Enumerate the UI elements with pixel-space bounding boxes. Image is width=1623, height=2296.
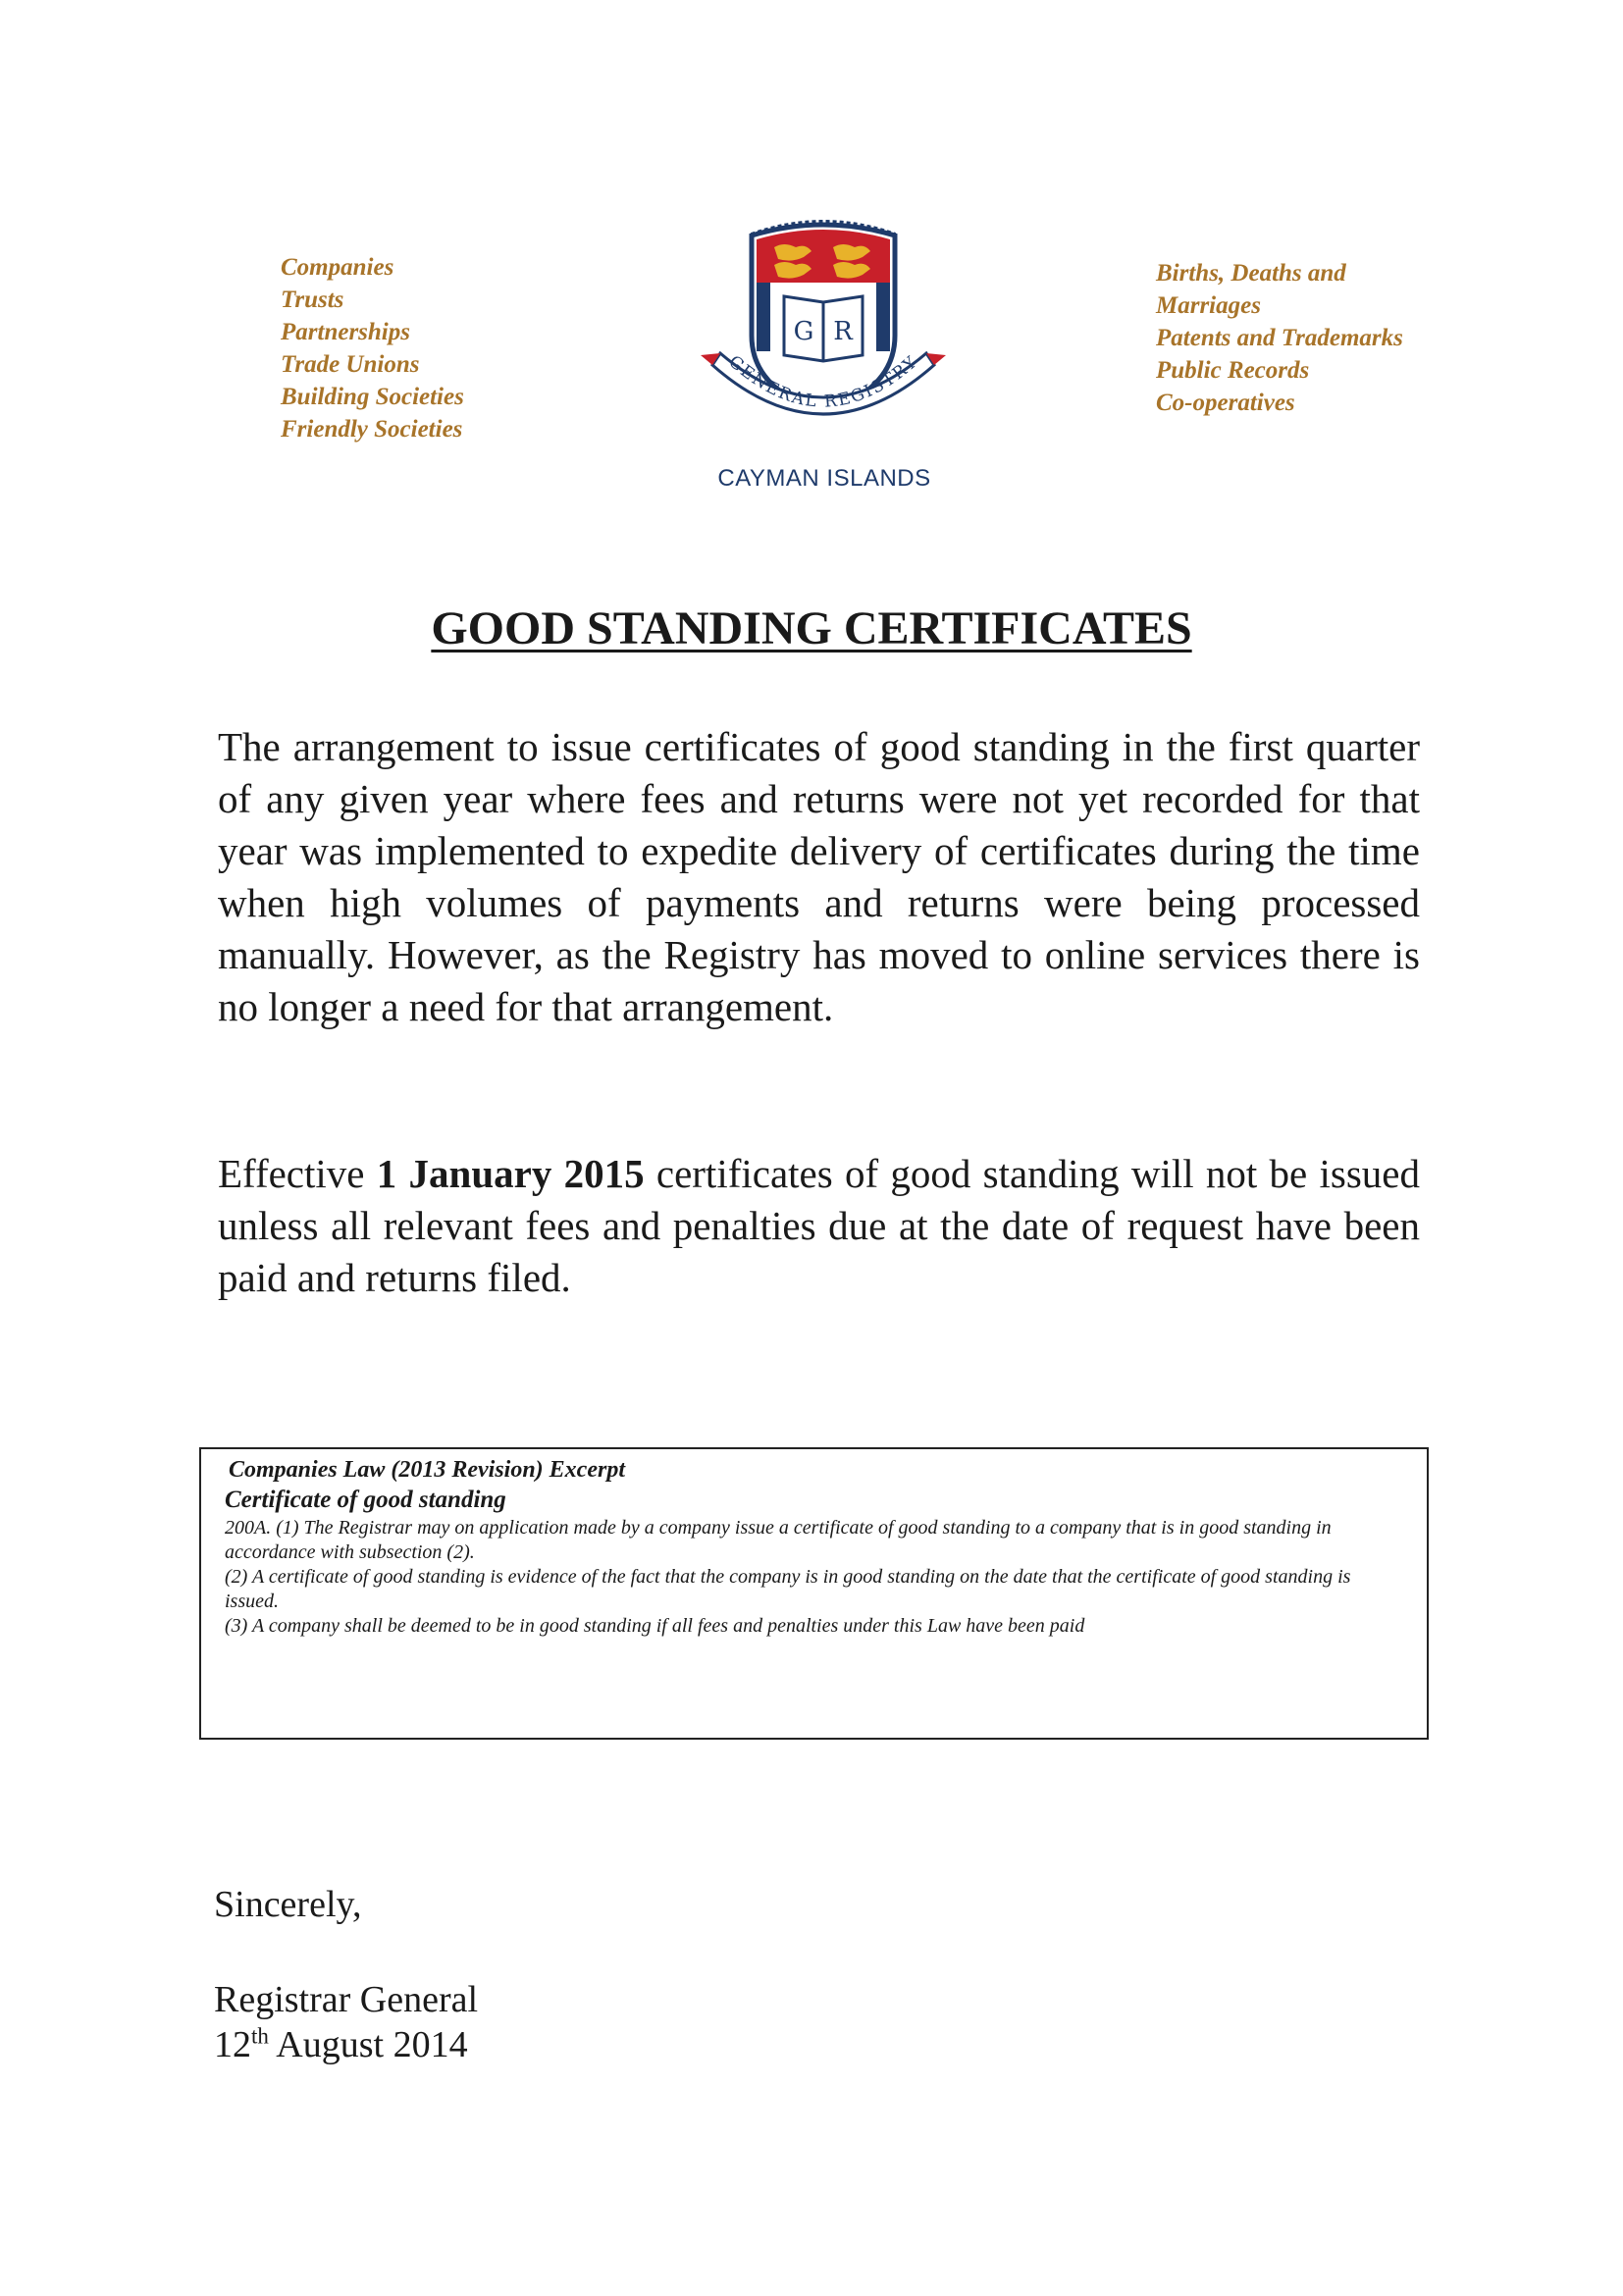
signatory: Registrar General — [214, 1979, 479, 2020]
service-item: Public Records — [1156, 357, 1310, 384]
date-day: 12 — [214, 2024, 251, 2065]
crest-label: CAYMAN ISLANDS — [717, 465, 931, 492]
date-suffix: th — [251, 2023, 269, 2049]
general-registry-crest-logo — [701, 218, 946, 442]
effective-date: 1 January 2015 — [376, 1151, 645, 1196]
document-title — [196, 600, 1427, 657]
document-title-text: GOOD STANDING CERTIFICATES — [431, 602, 1192, 654]
service-item: Patents and Trademarks — [1156, 325, 1403, 351]
crest-ribbon-text: GENERAL REGISTRY — [724, 351, 922, 412]
service-item: Trusts — [281, 287, 344, 313]
excerpt-clause-3: (3) A company shall be deemed to be in good standing if all fees and penalties under this Law have been paid — [225, 1615, 1085, 1637]
paragraph-2-lead: Effective — [218, 1151, 377, 1196]
service-item: Births, Deaths and — [1156, 260, 1346, 287]
paragraph-2-rest: certificates of good standing will not be issued unless all relevant fees and penalties due at the date of request have been paid and returns filed. — [218, 1151, 1420, 1300]
letter-date — [214, 2022, 468, 2067]
service-item: Companies — [281, 254, 394, 281]
body-paragraph-1: The arrangement to issue certificates of good standing in the first quarter of any given year where fees and returns were not yet recorded for that year was implemented to expedite delivery of certificates during the time when high volumes of payments and returns were being processed manually. However, as the Registry has moved to online services there is no longer a need for that arrangement. — [218, 724, 1420, 1029]
left-services-list — [281, 251, 464, 445]
service-item: Trade Unions — [281, 351, 420, 378]
excerpt-clause-2: (2) A certificate of good standing is evidence of the fact that the company is in good standing on the date that the certificate of good standing is issued. — [225, 1566, 1351, 1612]
svg-text:G: G — [793, 317, 814, 346]
date-rest: August 2014 — [268, 2024, 468, 2065]
law-excerpt-box — [199, 1447, 1429, 1740]
svg-text:R: R — [833, 317, 853, 346]
service-item: Partnerships — [281, 319, 410, 345]
service-item: Friendly Societies — [281, 416, 463, 443]
service-item: Co-operatives — [1156, 390, 1295, 416]
service-item: Marriages — [1156, 292, 1261, 319]
excerpt-clause-1: 200A. (1) The Registrar may on application made by a company issue a certificate of good standing to a company that is in good standing in accordance with subsection (2). — [225, 1517, 1332, 1563]
salutation: Sincerely, — [214, 1884, 362, 1925]
service-item: Building Societies — [281, 384, 464, 410]
excerpt-subheading: Certificate of good standing — [225, 1487, 506, 1513]
excerpt-heading: Companies Law (2013 Revision) Excerpt — [229, 1457, 625, 1483]
body-paragraph-2 — [218, 1148, 1420, 1304]
right-services-list — [1156, 257, 1403, 419]
